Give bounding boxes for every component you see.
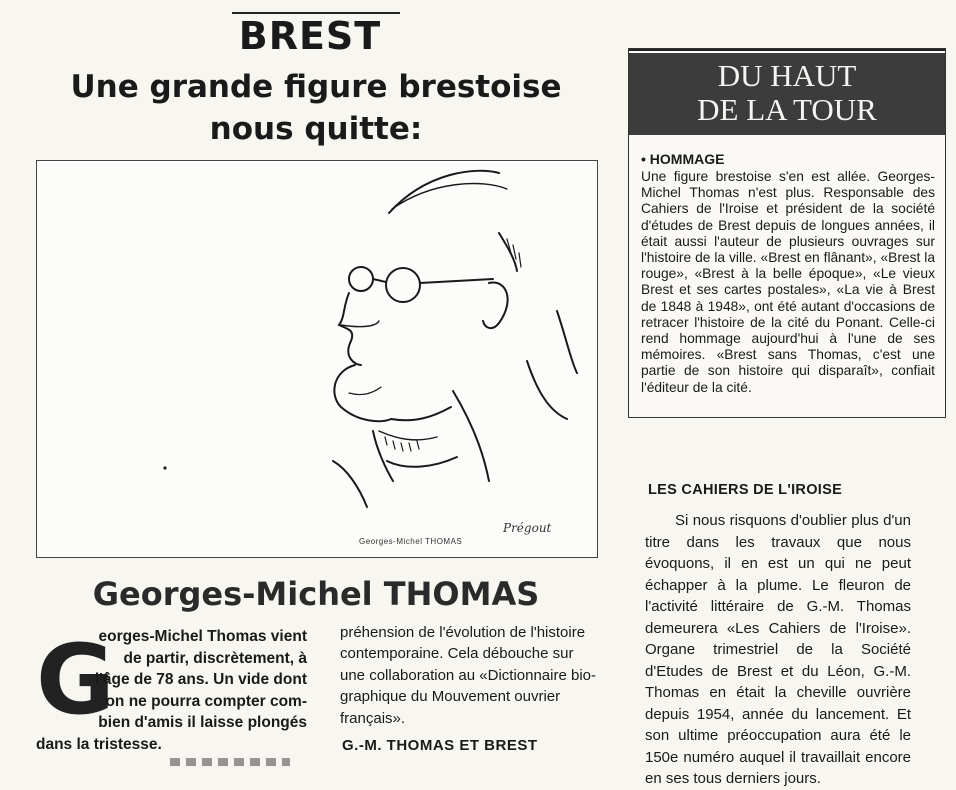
artist-signature: Prégout <box>503 521 552 535</box>
lead-line: eorges-Michel Thomas vient <box>98 628 307 645</box>
lead-last-line: dans la tristesse. <box>36 736 162 753</box>
headline-line-2: nous quitte: <box>209 111 423 147</box>
body-line: préhension de l'évolution de l'histoire <box>340 624 586 641</box>
lead-paragraph <box>75 626 307 734</box>
box-subhead: • HOMMAGE <box>641 151 725 167</box>
drop-cap: G <box>36 624 115 736</box>
body-line: graphique du Mouvement ouvrier <box>340 688 561 706</box>
body-line: contemporaine. Cela débouche sur <box>340 645 574 663</box>
cutoff-text-fragment <box>170 758 290 766</box>
lead-line: bien d'amis il laisse plongés <box>98 714 307 732</box>
box-body-text: Une figure brestoise s'en est allée. Georges-Michel Thomas n'est plus. Responsable des Cahiers de l'Iroise et président de la société d'études de Brest depuis de longues années, il était aussi l'auteur de plusieurs ouvrages sur l'histoire de la ville. «Brest en flânant», «Brest la rouge», «Brest à la belle époque», «Le vieux Brest et ses cartes postales», «La vie à Brest de 1848 à 1948», ont été autant d'occasions de retracer l'histoire de la cité du Ponant. Celle-ci rend hommage aujourd'hui à l'une de ses mémoires. «Brest sans Thomas, c'est une partie de son histoire qui disparaît», confiait l'éditeur de la cité. <box>641 169 935 395</box>
lead-line: on ne pourra compter com- <box>105 692 307 710</box>
lead-line: l'âge de 78 ans. Un vide dont <box>94 671 307 689</box>
box-title-line-2: DE LA TOUR <box>697 92 877 127</box>
caricature-illustration <box>37 161 597 557</box>
sidebar-box <box>628 48 946 418</box>
article-title: Georges-Michel THOMAS <box>92 575 540 613</box>
subsection-title: G.-M. THOMAS ET BREST <box>342 737 538 754</box>
body-line: français». <box>340 709 406 727</box>
portrait-caption: Georges-Michel THOMAS <box>359 537 463 546</box>
speck-dot <box>163 466 166 469</box>
box-title-line-1: DU HAUT <box>717 58 857 93</box>
cahiers-title: LES CAHIERS DE L'IROISE <box>648 482 843 498</box>
lead-line: de partir, discrètement, à <box>123 649 307 667</box>
body-column-2 <box>340 622 602 729</box>
body-line: une collaboration au «Dictionnaire bio- <box>340 666 596 684</box>
headline <box>20 66 612 150</box>
headline-line-1: Une grande figure brestoise <box>70 69 562 105</box>
section-kicker: BREST <box>238 14 382 58</box>
box-top-rule <box>629 49 945 51</box>
cahiers-body: Si nous risquons d'oublier plus d'un titre dans les travaux que nous évoquons, il en est un qui ne peut échapper à la plume. Le fleuron de l'activité littéraire de G.-M. Thomas demeurera «Les Cahiers de l'Iroise». Organe trimestriel de la Société d'Etudes de Brest et du Léon, G.-M. Thomas en était la cheville ouvrière depuis 1954, année du lancement. Et son ultime préoccupation aura été le 150e numéro auquel il travaillait encore en ses tous derniers jours. <box>645 512 911 787</box>
portrait-drawing <box>36 160 598 558</box>
box-title <box>629 53 945 135</box>
